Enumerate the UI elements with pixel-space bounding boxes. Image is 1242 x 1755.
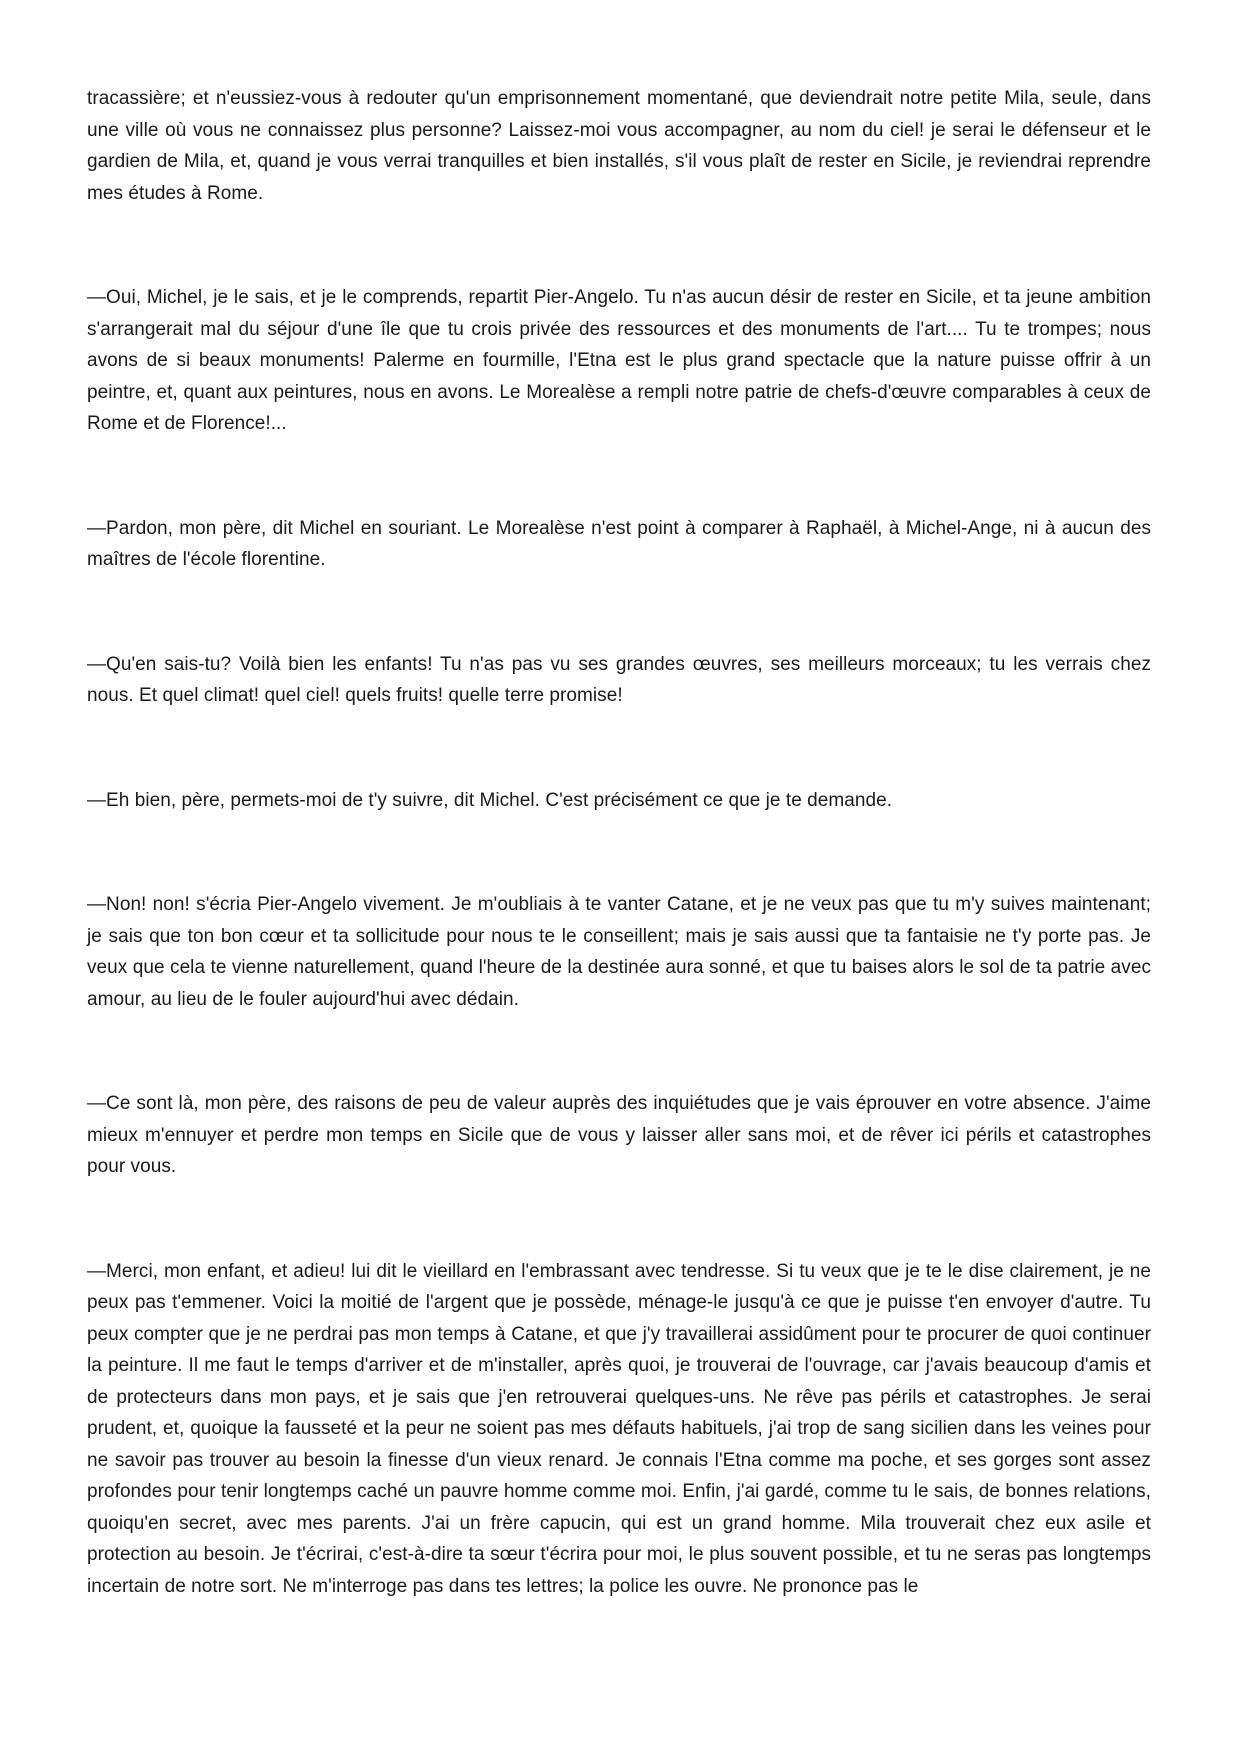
paragraph-1: tracassière; et n'eussiez-vous à redouter qu'un emprisonnement momentané, que deviendrait notre petite Mila, seule, dans une ville où vous ne connaissez plus personne? Laissez-moi vous accompagner, au nom du ciel! je serai le défenseur et le gardien de Mila, et, quand je vous verrai tranquilles et bien installés, s'il vous plaît de rester en Sicile, je reviendrai reprendre mes études à Rome. <box>87 88 1151 204</box>
paragraph-3: —Pardon, mon père, dit Michel en souriant. Le Morealèse n'est point à comparer à Raphaël, à Michel-Ange, ni à aucun des maîtres de l'école florentine. <box>87 517 1151 570</box>
paragraph-2: —Oui, Michel, je le sais, et je le comprends, repartit Pier-Angelo. Tu n'as aucun désir de rester en Sicile, et ta jeune ambition s'arrangerait mal du séjour d'une île que tu crois privée des ressources et des monuments de l'art.... Tu te trompes; nous avons de si beaux monuments! Palerme en fourmille, l'Etna est le plus grand spectacle que la nature puisse offrir à un peintre, et, quant aux peintures, nous en avons. Le Morealèse a rempli notre patrie de chefs-d'œuvre comparables à ceux de Rome et de Florence!... <box>87 287 1151 434</box>
paragraph-7: —Ce sont là, mon père, des raisons de peu de valeur auprès des inquiétudes que je vais éprouver en votre absence. J'aime mieux m'ennuyer et perdre mon temps en Sicile que de vous y laisser aller sans moi, et de rêver ici périls et catastrophes pour vous. <box>87 1093 1151 1177</box>
document-page <box>87 83 1151 1602</box>
paragraph-6: —Non! non! s'écria Pier-Angelo vivement. Je m'oubliais à te vanter Catane, et je ne veux pas que tu m'y suives maintenant; je sais que ton bon cœur et ta sollicitude pour nous te le conseillent; mais je sais aussi que ta fantaisie ne t'y porte pas. Je veux que cela te vienne naturellement, quand l'heure de la destinée aura sonné, et que tu baises alors le sol de ta patrie avec amour, au lieu de le fouler aujourd'hui avec dédain. <box>87 894 1151 1010</box>
paragraph-4: —Qu'en sais-tu? Voilà bien les enfants! Tu n'as pas vu ses grandes œuvres, ses meilleurs morceaux; tu les verrais chez nous. Et quel climat! quel ciel! quels fruits! quelle terre promise! <box>87 653 1151 706</box>
paragraph-5: —Eh bien, père, permets-moi de t'y suivre, dit Michel. C'est précisément ce que je te demande. <box>87 789 893 811</box>
paragraph-8: —Merci, mon enfant, et adieu! lui dit le vieillard en l'embrassant avec tendresse. Si tu veux que je te le dise clairement, je ne peux pas t'emmener. Voici la moitié de l'argent que je possède, ménage-le jusqu'à ce que je puisse t'en envoyer d'autre. Tu peux compter que je ne perdrai pas mon temps à Catane, et que j'y travaillerai assidûment pour te procurer de quoi continuer la peinture. Il me faut le temps d'arriver et de m'installer, après quoi, je trouverai de l'ouvrage, car j'avais beaucoup d'amis et de protecteurs dans mon pays, et je sais que j'en retrouverai quelques-uns. Ne rêve pas périls et catastrophes. Je serai prudent, et, quoique la fausseté et la peur ne soient pas mes défauts habituels, j'ai trop de sang sicilien dans les veines pour ne savoir pas trouver au besoin la finesse d'un vieux renard. Je connais l'Etna comme ma poche, et ses gorges sont assez profondes pour tenir longtemps caché un pauvre homme comme moi. Enfin, j'ai gardé, comme tu le sais, de bonnes relations, quoiqu'en secret, avec mes parents. J'ai un frère capucin, qui est un grand homme. Mila trouverait chez eux asile et protection au besoin. Je t'écrirai, c'est-à-dire ta sœur t'écrira pour moi, le plus souvent possible, et tu ne seras pas longtemps incertain de notre sort. Ne m'interroge pas dans tes lettres; la police les ouvre. Ne prononce pas le <box>87 1260 1151 1597</box>
